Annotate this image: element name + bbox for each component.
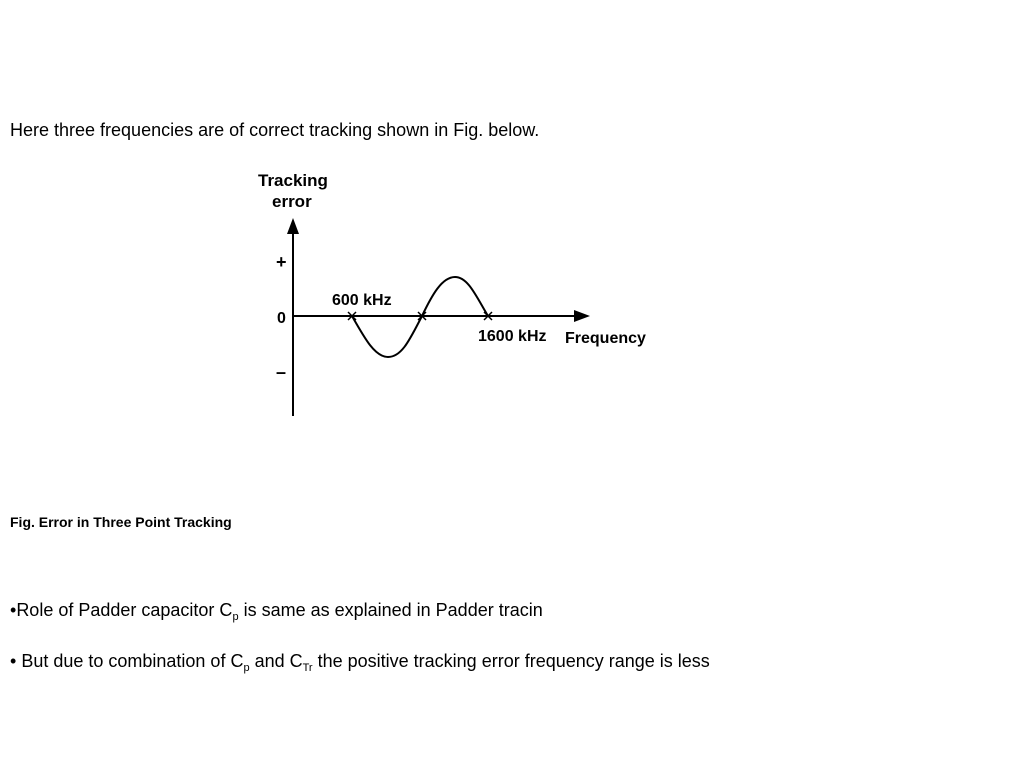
y-axis-label-line1: Tracking xyxy=(258,171,328,190)
diagram-strokes xyxy=(287,218,590,416)
bullet2-subscript-2: Tr xyxy=(302,662,313,674)
bullet-marker: • xyxy=(10,600,17,620)
intro-text: Here three frequencies are of correct tracking shown in Fig. below. xyxy=(10,120,540,140)
freq-low-label: 600 kHz xyxy=(332,292,392,309)
bullet-marker: • xyxy=(10,651,22,671)
bullet1-text-before: Role of Padder capacitor C xyxy=(16,600,233,620)
bullet2-text-before: But due to combination of C xyxy=(21,651,244,671)
bullet2-text-mid: and C xyxy=(249,651,303,671)
bullet1-subscript: p xyxy=(232,611,239,623)
zero-label: 0 xyxy=(277,310,286,327)
figure-caption: Fig. Error in Three Point Tracking xyxy=(10,514,232,530)
y-axis-label-line2: error xyxy=(272,192,312,211)
x-axis-arrowhead xyxy=(574,310,590,322)
freq-high-label: 1600 kHz xyxy=(478,328,547,345)
bullet2-subscript-1: p xyxy=(243,662,250,674)
bullet-combination xyxy=(10,649,710,673)
minus-label: – xyxy=(276,362,287,382)
diagram-svg xyxy=(250,162,660,422)
plus-label: + xyxy=(276,252,287,272)
x-axis-label: Frequency xyxy=(565,330,646,347)
bullet1-text-after: is same as explained in Padder tracin xyxy=(238,600,543,620)
y-axis-arrowhead xyxy=(287,218,299,234)
tracking-error-diagram xyxy=(250,162,660,422)
bullet-padder-role xyxy=(10,598,543,622)
bullet2-text-after: the positive tracking error frequency range is less xyxy=(312,651,710,671)
